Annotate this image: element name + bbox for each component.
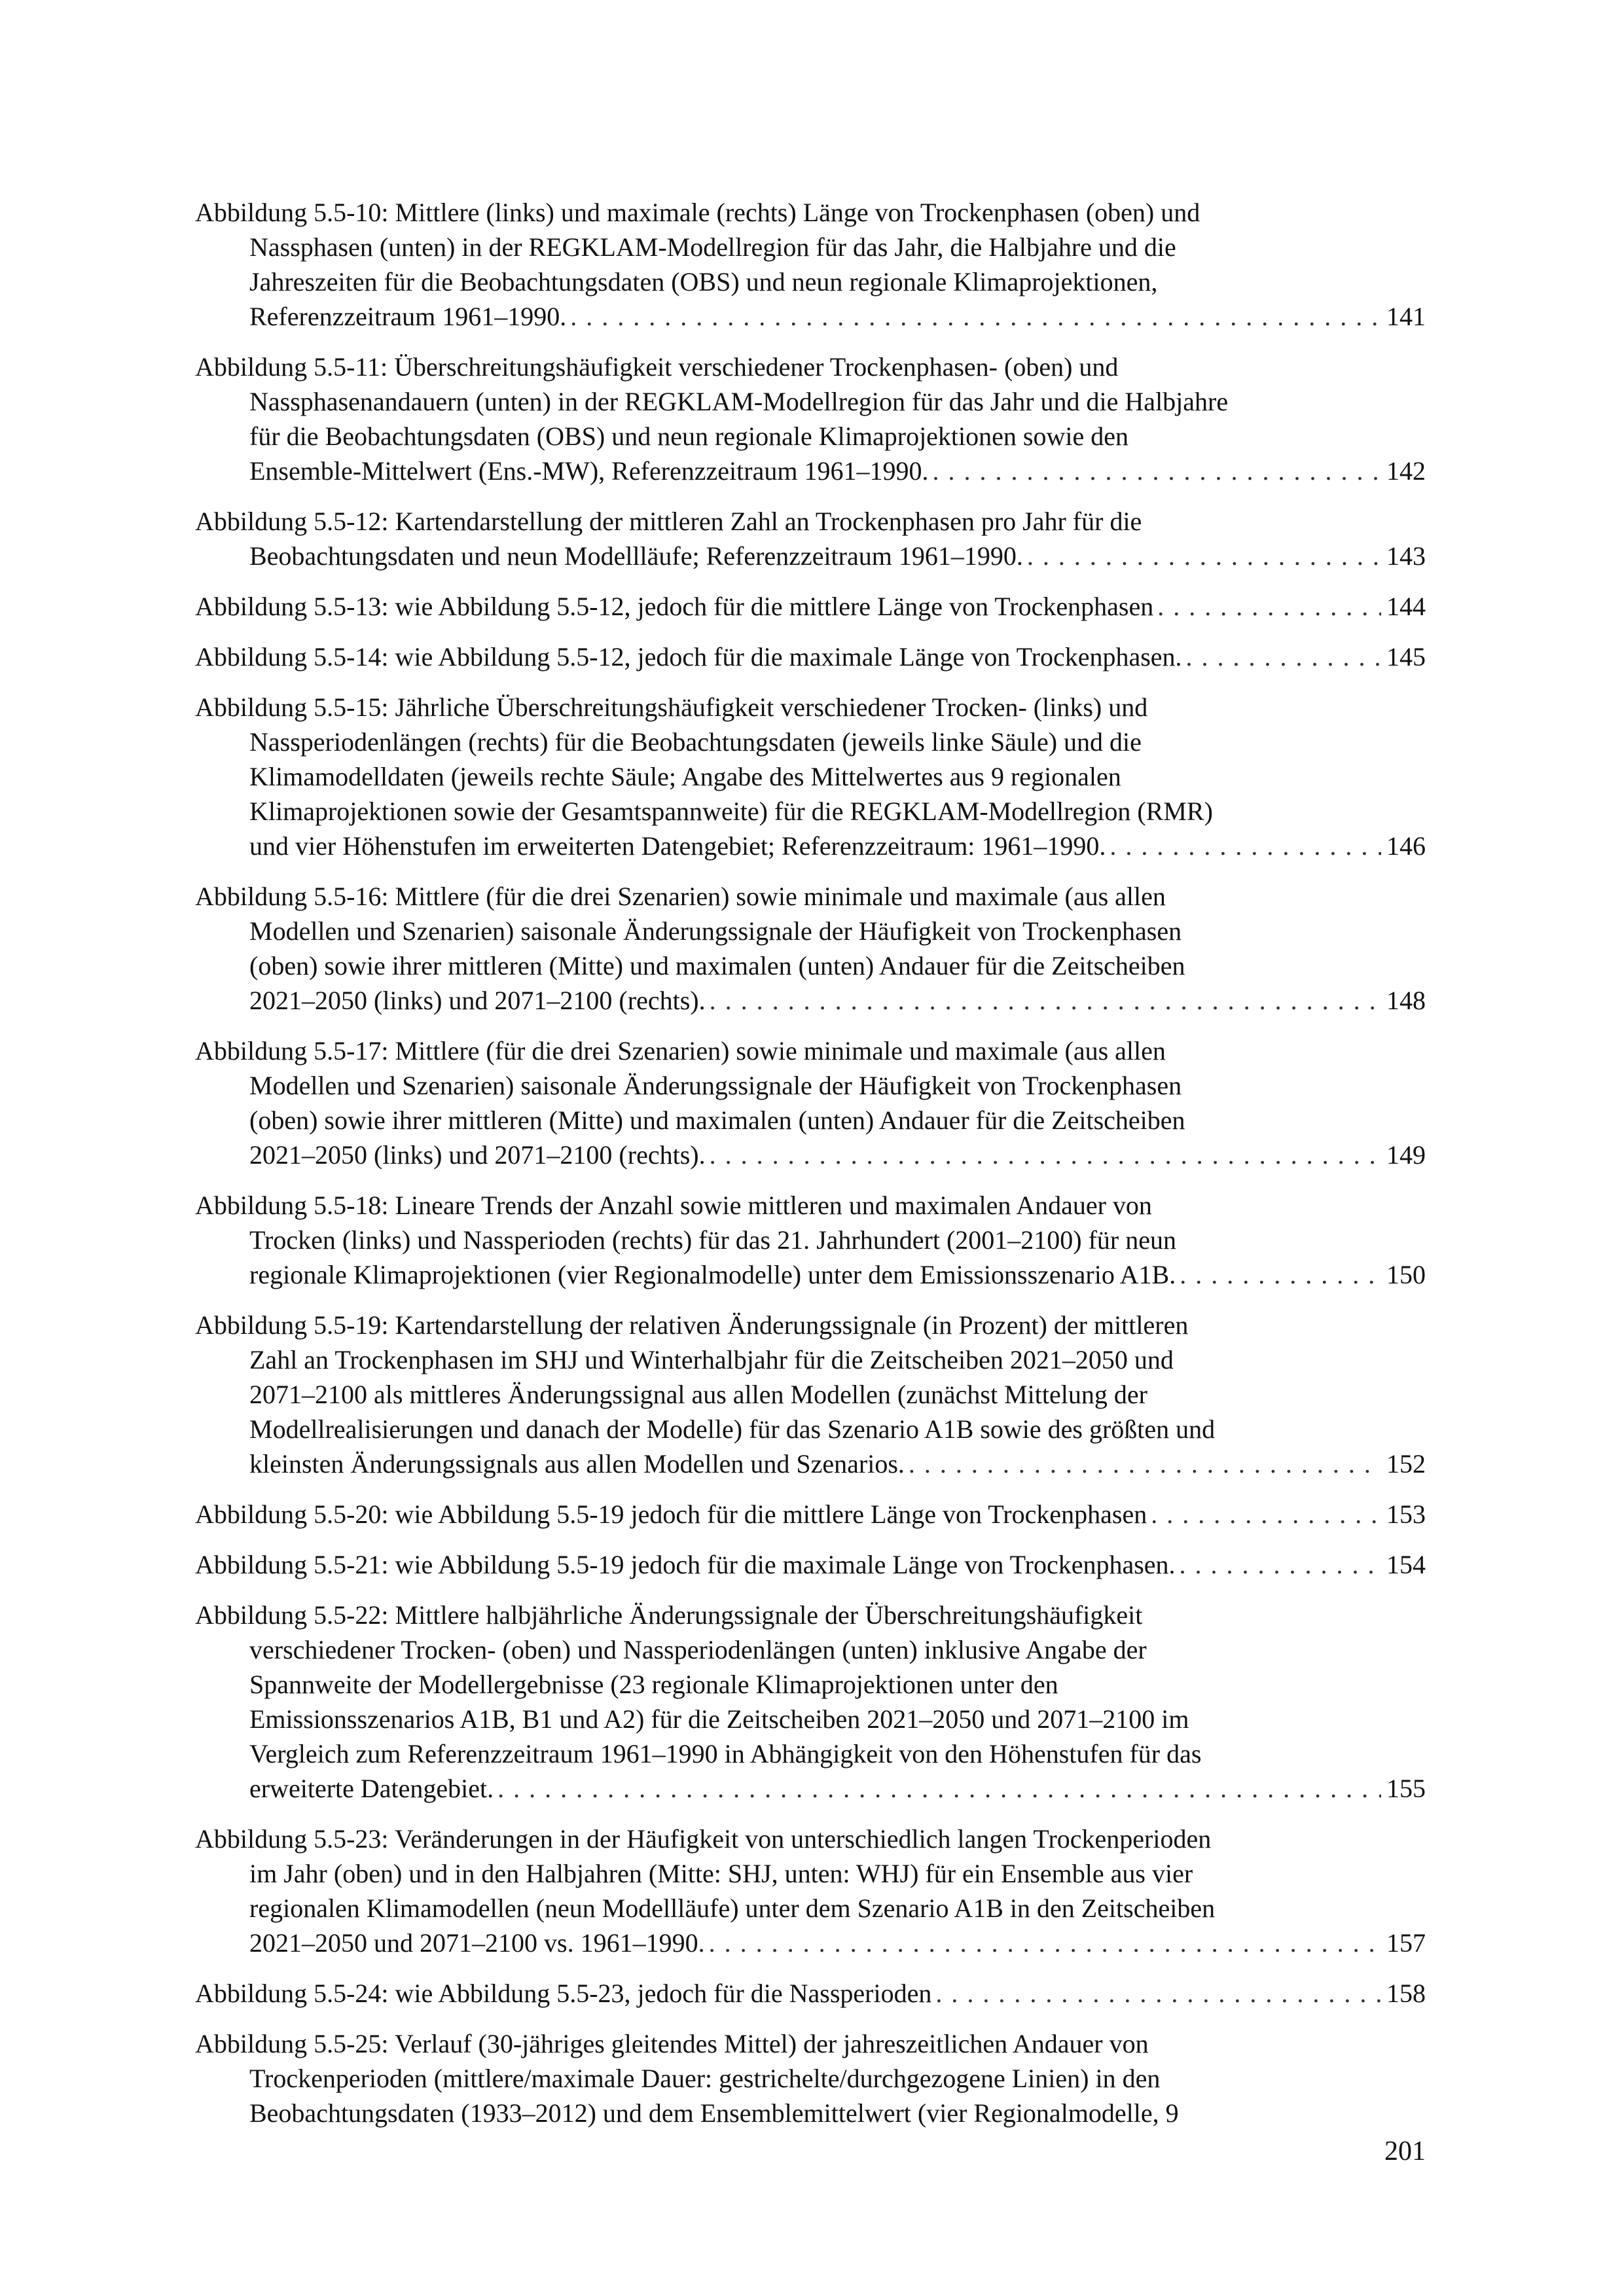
entry-line-text: Ensemble-Mittelwert (Ens.-MW), Referenzzeitraum 1961–1990. (249, 456, 929, 486)
toc-entry (195, 1598, 1426, 1806)
entry-line: regionalen Klimamodellen (neun Modellläufe) unter dem Szenario A1B in den Zeitscheiben (249, 1893, 1216, 1923)
dot-leader (710, 1138, 1381, 1172)
toc-entry (195, 589, 1426, 624)
toc-entry (195, 1547, 1426, 1582)
entry-page-number: 152 (1386, 1449, 1426, 1479)
entry-line: Abbildung 5.5-11: Überschreitungshäufigkeit verschiedener Trockenphasen- (oben) und (195, 352, 1119, 382)
toc-entry (195, 195, 1426, 334)
entry-line: für die Beobachtungsdaten (OBS) und neun regionale Klimaprojektionen sowie den (249, 422, 1128, 451)
toc-entry (195, 639, 1426, 674)
entry-line: Abbildung 5.5-22: Mittlere halbjährliche Änderungssignale der Überschreitungshäufigkeit (195, 1600, 1143, 1630)
entry-line: Modellen und Szenarien) saisonale Änderungssignale der Häufigkeit von Trockenphasen (249, 916, 1182, 946)
entry-final-line (195, 983, 1426, 1018)
dot-leader (1157, 589, 1381, 624)
dot-leader (935, 1976, 1381, 2011)
entry-page-number: 153 (1386, 1499, 1426, 1529)
dot-leader (1186, 639, 1381, 674)
toc-entry (195, 1188, 1426, 1292)
entry-line: Zahl an Trockenphasen im SHJ und Winterhalbjahr für die Zeitscheiben 2021–2050 und (249, 1345, 1174, 1374)
entry-line: Abbildung 5.5-16: Mittlere (für die drei Szenarien) sowie minimale und maximale (aus allen (195, 882, 1166, 911)
entry-line: Trockenperioden (mittlere/maximale Dauer: gestrichelte/durchgezogene Linien) in den (249, 2064, 1161, 2093)
dot-leader (1180, 1547, 1381, 1582)
entry-line-text: 2021–2050 und 2071–2100 vs. 1961–1990. (249, 1928, 705, 1958)
entry-line: Modellen und Szenarien) saisonale Änderungssignale der Häufigkeit von Trockenphasen (249, 1071, 1182, 1100)
dot-leader (710, 983, 1381, 1018)
toc-entry (195, 504, 1426, 573)
entry-line: Beobachtungsdaten (1933–2012) und dem Ensemblemittelwert (vier Regionalmodelle, 9 (249, 2098, 1179, 2128)
entry-line-text: Abbildung 5.5-21: wie Abbildung 5.5-19 jedoch für die maximale Länge von Trockenphasen. (195, 1550, 1176, 1579)
entry-line-text: 2021–2050 (links) und 2071–2100 (rechts). (249, 1140, 706, 1170)
entry-line: Jahreszeiten für die Beobachtungsdaten (OBS) und neun regionale Klimaprojektionen, (249, 267, 1158, 296)
toc-entry (195, 690, 1426, 863)
toc-entry (195, 1821, 1426, 1960)
entry-line: Nassperiodenlängen (rechts) für die Beobachtungsdaten (jeweils linke Säule) und die (249, 727, 1142, 757)
entry-line-text: 2021–2050 (links) und 2071–2100 (rechts). (249, 986, 706, 1015)
entry-page-number: 149 (1386, 1140, 1426, 1170)
dot-leader (570, 299, 1381, 334)
entry-line-text: Abbildung 5.5-20: wie Abbildung 5.5-19 jedoch für die mittlere Länge von Trockenphasen (195, 1499, 1147, 1529)
entry-line: (oben) sowie ihrer mittleren (Mitte) und maximalen (unten) Andauer für die Zeitscheiben (249, 951, 1185, 980)
entry-line: Abbildung 5.5-12: Kartendarstellung der mittleren Zahl an Trockenphasen pro Jahr für die (195, 507, 1142, 536)
entry-final-line (195, 1976, 1426, 2011)
entry-line: Abbildung 5.5-18: Lineare Trends der Anzahl sowie mittleren und maximalen Andauer von (195, 1191, 1152, 1220)
entry-final-line (195, 589, 1426, 624)
entry-final-line (195, 829, 1426, 863)
entry-line: Trocken (links) und Nassperioden (rechts) für das 21. Jahrhundert (2001–2100) für neun (249, 1225, 1176, 1255)
entry-line: Abbildung 5.5-15: Jährliche Überschreitungshäufigkeit verschiedener Trocken- (links) und (195, 692, 1148, 722)
entry-final-line (195, 454, 1426, 488)
entry-line-text: Abbildung 5.5-13: wie Abbildung 5.5-12, jedoch für die mittlere Länge von Trockenphasen (195, 592, 1154, 621)
entry-page-number: 150 (1386, 1260, 1426, 1289)
toc-entry (195, 2026, 1426, 2130)
entry-line: (oben) sowie ihrer mittleren (Mitte) und maximalen (unten) Andauer für die Zeitscheiben (249, 1105, 1185, 1135)
entry-page-number: 157 (1386, 1928, 1426, 1958)
entry-line: Abbildung 5.5-19: Kartendarstellung der relativen Änderungssignale (in Prozent) der mittleren (195, 1310, 1189, 1340)
entry-page-number: 145 (1386, 642, 1426, 672)
entry-page-number: 142 (1386, 456, 1426, 486)
entry-final-line (195, 639, 1426, 674)
entry-line: Abbildung 5.5-17: Mittlere (für die drei Szenarien) sowie minimale und maximale (aus allen (195, 1036, 1166, 1066)
entry-line: Abbildung 5.5-25: Verlauf (30-jähriges gleitendes Mittel) der jahreszeitlichen Andauer von (195, 2029, 1149, 2058)
dot-leader (709, 1926, 1381, 1960)
entry-line: Nassphasenandauern (unten) in der REGKLAM-Modellregion für das Jahr und die Halbjahre (249, 387, 1229, 416)
toc-entry (195, 879, 1426, 1018)
entry-line-text: Beobachtungsdaten und neun Modellläufe; Referenzzeitraum 1961–1990. (249, 541, 1023, 571)
entry-final-line (195, 299, 1426, 334)
entry-final-line (195, 539, 1426, 573)
entry-final-line (195, 1138, 1426, 1172)
dot-leader (1180, 1257, 1381, 1292)
dot-leader (1027, 539, 1381, 573)
list-of-figures (195, 195, 1426, 2146)
entry-line: Emissionsszenarios A1B, B1 und A2) für die Zeitscheiben 2021–2050 und 2071–2100 im (249, 1704, 1189, 1734)
entry-final-line (195, 1497, 1426, 1532)
entry-page-number: 141 (1386, 302, 1426, 331)
dot-leader (1110, 829, 1381, 863)
page-number: 201 (1384, 2136, 1426, 2166)
entry-line-text: erweiterte Datengebiet. (249, 1774, 494, 1803)
entry-line: verschiedener Trocken- (oben) und Nassperiodenlängen (unten) inklusive Angabe der (249, 1635, 1147, 1664)
dot-leader (932, 454, 1381, 488)
entry-final-line (195, 1926, 1426, 1960)
toc-entry (195, 1308, 1426, 1481)
entry-page-number: 143 (1386, 541, 1426, 571)
entry-final-line (195, 1257, 1426, 1292)
entry-line-text: Referenzzeitraum 1961–1990. (249, 302, 567, 331)
entry-line: Spannweite der Modellergebnisse (23 regionale Klimaprojektionen unter den (249, 1670, 1058, 1699)
toc-entry (195, 350, 1426, 488)
entry-line: im Jahr (oben) und in den Halbjahren (Mitte: SHJ, unten: WHJ) für ein Ensemble aus vier (249, 1859, 1193, 1888)
entry-line: 2071–2100 als mittleres Änderungssignal aus allen Modellen (zunächst Mittelung der (249, 1380, 1147, 1409)
dot-leader (1151, 1497, 1381, 1532)
entry-line-text: kleinsten Änderungssignals aus allen Modellen und Szenarios. (249, 1449, 905, 1479)
entry-final-line (195, 1446, 1426, 1481)
entry-final-line (195, 1547, 1426, 1582)
entry-page-number: 146 (1386, 831, 1426, 861)
entry-line: Klimaprojektionen sowie der Gesamtspannweite) für die REGKLAM-Modellregion (RMR) (249, 797, 1213, 826)
entry-line: Abbildung 5.5-10: Mittlere (links) und maximale (rechts) Länge von Trockenphasen (oben) und (195, 198, 1200, 227)
entry-final-line (195, 1771, 1426, 1806)
entry-line-text: und vier Höhenstufen im erweiterten Datengebiet; Referenzzeitraum: 1961–1990. (249, 831, 1106, 861)
entry-page-number: 154 (1386, 1550, 1426, 1579)
toc-entry (195, 1497, 1426, 1532)
entry-line-text: Abbildung 5.5-24: wie Abbildung 5.5-23, jedoch für die Nassperioden (195, 1979, 932, 2008)
entry-line-text: Abbildung 5.5-14: wie Abbildung 5.5-12, jedoch für die maximale Länge von Trockenphasen. (195, 642, 1182, 672)
entry-line: Vergleich zum Referenzzeitraum 1961–1990 in Abhängigkeit von den Höhenstufen für das (249, 1739, 1202, 1768)
entry-page-number: 148 (1386, 986, 1426, 1015)
entry-page-number: 144 (1386, 592, 1426, 621)
toc-entry (195, 1976, 1426, 2011)
dot-leader (909, 1446, 1381, 1481)
entry-line: Nassphasen (unten) in der REGKLAM-Modellregion für das Jahr, die Halbjahre und die (249, 232, 1176, 262)
entry-line-text: regionale Klimaprojektionen (vier Regionalmodelle) unter dem Emissionsszenario A1B. (249, 1260, 1176, 1289)
dot-leader (497, 1771, 1381, 1806)
entry-page-number: 155 (1386, 1774, 1426, 1803)
entry-line: Klimamodelldaten (jeweils rechte Säule; Angabe des Mittelwertes aus 9 regionalen (249, 762, 1121, 791)
toc-entry (195, 1033, 1426, 1172)
entry-page-number: 158 (1386, 1979, 1426, 2008)
entry-line: Modellrealisierungen und danach der Modelle) für das Szenario A1B sowie des größten und (249, 1414, 1216, 1444)
entry-line: Abbildung 5.5-23: Veränderungen in der Häufigkeit von unterschiedlich langen Trockenperioden (195, 1824, 1212, 1854)
